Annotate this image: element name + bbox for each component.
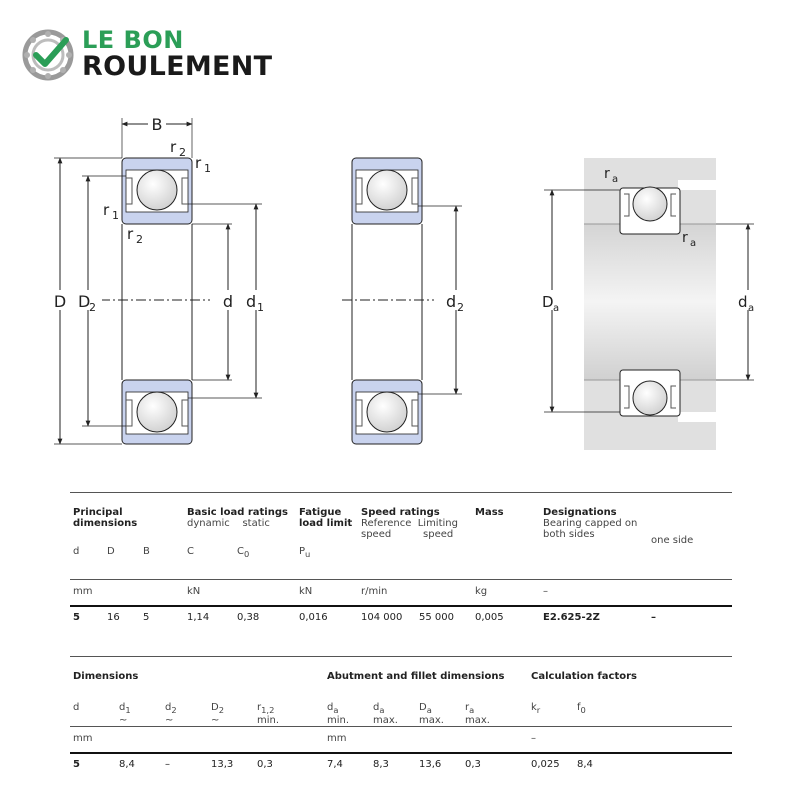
brand-name-line2: ROULEMENT	[82, 51, 273, 82]
table-row: 5 8,4 – 13,3 0,3 7,4 8,3 13,6 0,3 0,025 8,4	[70, 753, 732, 770]
header-fatigue: Fatigue	[299, 507, 342, 518]
label-r2-left: r	[127, 225, 134, 243]
svg-text:1: 1	[257, 301, 264, 314]
bearing-section-view-2	[342, 158, 470, 444]
table-row: 5 16 5 1,14 0,38 0,016 104 000 55 000 0,005 E2.625-2Z –	[70, 606, 732, 623]
svg-text:2: 2	[457, 301, 464, 314]
label-d: d	[222, 292, 234, 311]
header-mass: Mass	[472, 493, 540, 547]
product-specs-table: Principal dimensions Basic load ratings dynamic static Fatigue load limit Speed ratings Reference Limiting speed speed Mass Designations Bearing capped on both sides one side d D B C $C_0$ $P_u$ mm kN kN r/min kg – 5 16 5 1,14 0,38 0,016 104 000 55 000 0,005 E2.625-2Z –	[70, 492, 732, 623]
bearing-section-view-1	[50, 114, 270, 444]
header-one-side: one side	[648, 493, 732, 547]
svg-text:2: 2	[179, 146, 186, 159]
bearing-mounting-view	[540, 158, 762, 450]
label-D: D	[53, 292, 67, 311]
header-dimensions: Dimensions	[70, 657, 324, 703]
label-r1-top: r	[195, 154, 202, 172]
label-ra-right: r	[682, 230, 688, 246]
label-r1-left: r	[103, 201, 110, 219]
svg-text:a: a	[612, 174, 619, 185]
svg-text:1: 1	[204, 162, 211, 175]
header-designations: Designations	[543, 507, 617, 518]
brand-logo	[22, 26, 302, 86]
brand-name-line1: LE BON	[82, 26, 184, 54]
label-r2-top: r	[170, 138, 177, 156]
bearing-check-icon	[22, 28, 76, 82]
svg-text:1: 1	[112, 209, 119, 222]
svg-text:2: 2	[136, 233, 143, 246]
svg-text:2: 2	[89, 301, 96, 314]
svg-text:a: a	[553, 303, 560, 314]
header-basic-load: Basic load ratings	[187, 507, 288, 518]
header-calc: Calculation factors	[528, 657, 732, 703]
label-d2: d	[446, 292, 457, 311]
svg-text:a: a	[690, 238, 697, 249]
label-ra-top: r	[604, 166, 610, 182]
label-d1: d	[246, 292, 257, 311]
designation-link: E2.625-2Z	[540, 606, 648, 623]
label-Da: D	[542, 293, 554, 311]
label-D2: D	[78, 292, 91, 311]
label-B: B	[151, 115, 163, 134]
dimensions-table: Dimensions Abutment and fillet dimensions Calculation factors d $d_1$ ~ $d_2$ ~ $D_2$ ~ $r_{1,2}$ min. $d_a$ min. $d_a$ max. $D_a$ max. $r_a$ max. $k_r$ $f_0$ mm mm – 5 8,4 – 13,3 0,3 7,4 8,3 13,6 0,3 0,025 8,4	[70, 656, 732, 770]
header-principal: Principal	[73, 507, 123, 518]
label-da: d	[738, 293, 748, 311]
svg-text:a: a	[748, 303, 755, 314]
header-speed: Speed ratings	[361, 507, 440, 518]
bearing-technical-drawing	[0, 100, 800, 460]
header-abutment: Abutment and fillet dimensions	[324, 657, 528, 703]
